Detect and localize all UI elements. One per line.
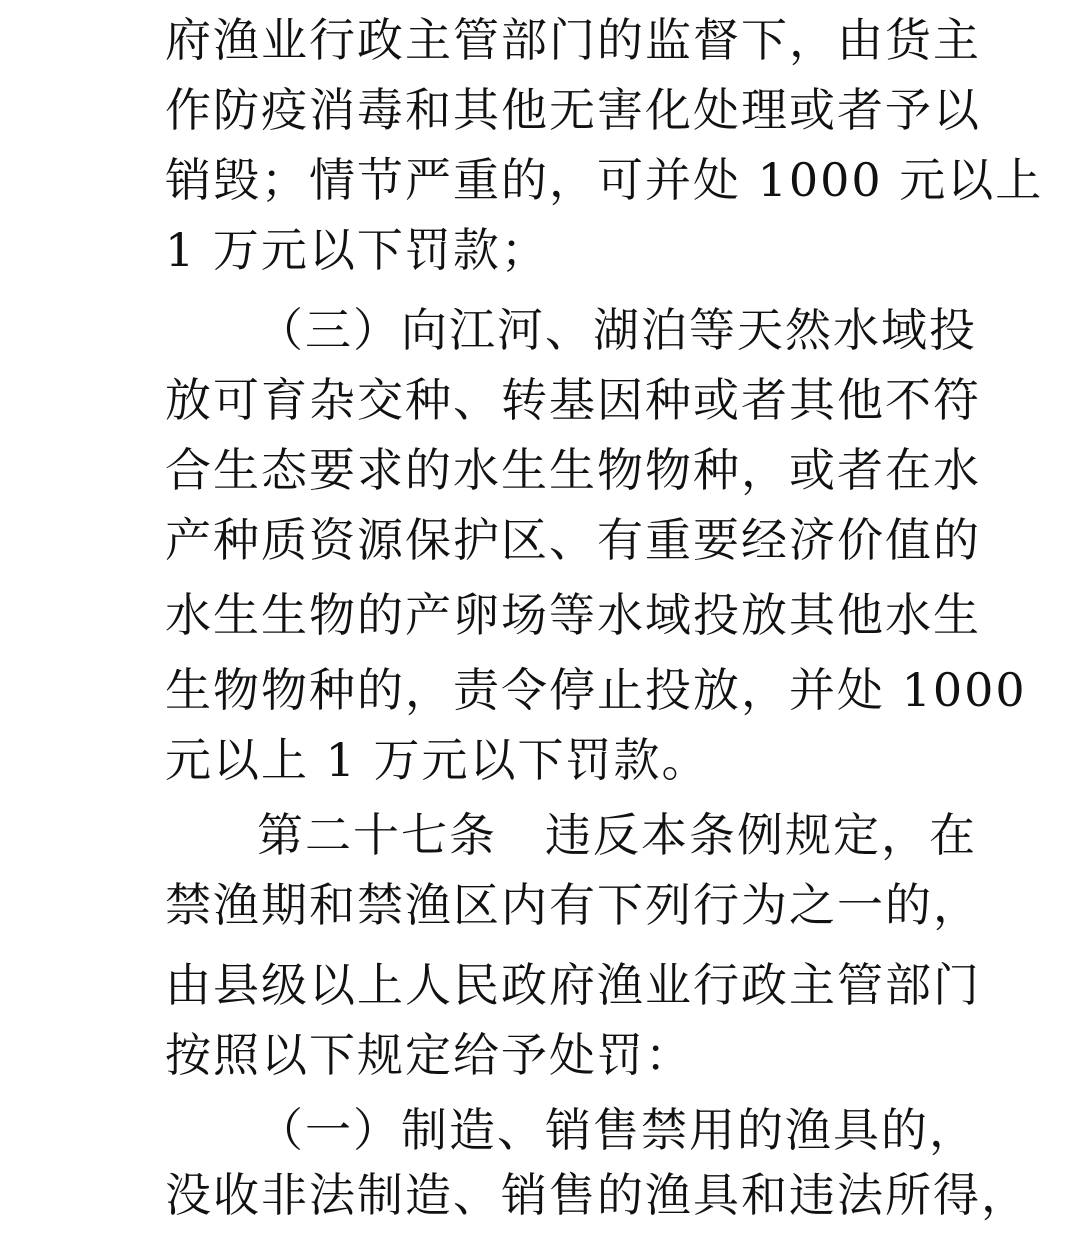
text-line: 合生态要求的水生生物物种，或者在水 [165, 443, 981, 497]
text-line: （一）制造、销售禁用的渔具的， [257, 1103, 977, 1157]
text-line: 按照以下规定给予处罚： [165, 1028, 693, 1082]
text-line: 产种质资源保护区、有重要经济价值的 [165, 513, 981, 567]
text-line: 作防疫消毒和其他无害化处理或者予以 [165, 83, 981, 137]
text-line: 水生生物的产卵场等水域投放其他水生 [165, 588, 981, 642]
text-line: 生物物种的，责令停止投放，并处 1000 [165, 663, 1027, 717]
article-heading-line: 第二十七条 违反本条例规定，在 [257, 808, 977, 862]
text-line: 没收非法制造、销售的渔具和违法所得， [165, 1168, 1029, 1222]
text-line: 元以上 1 万元以下罚款。 [165, 733, 710, 787]
text-line: 销毁；情节严重的，可并处 1000 元以上 [165, 153, 1044, 207]
text-line: 禁渔期和禁渔区内有下列行为之一的， [165, 878, 981, 932]
text-line: 由县级以上人民政府渔业行政主管部门 [165, 958, 981, 1012]
text-line: 1 万元以下罚款； [165, 223, 549, 277]
text-line: 放可育杂交种、转基因种或者其他不符 [165, 373, 981, 427]
text-line: （三）向江河、湖泊等天然水域投 [257, 303, 977, 357]
text-line: 府渔业行政主管部门的监督下，由货主 [165, 13, 981, 67]
